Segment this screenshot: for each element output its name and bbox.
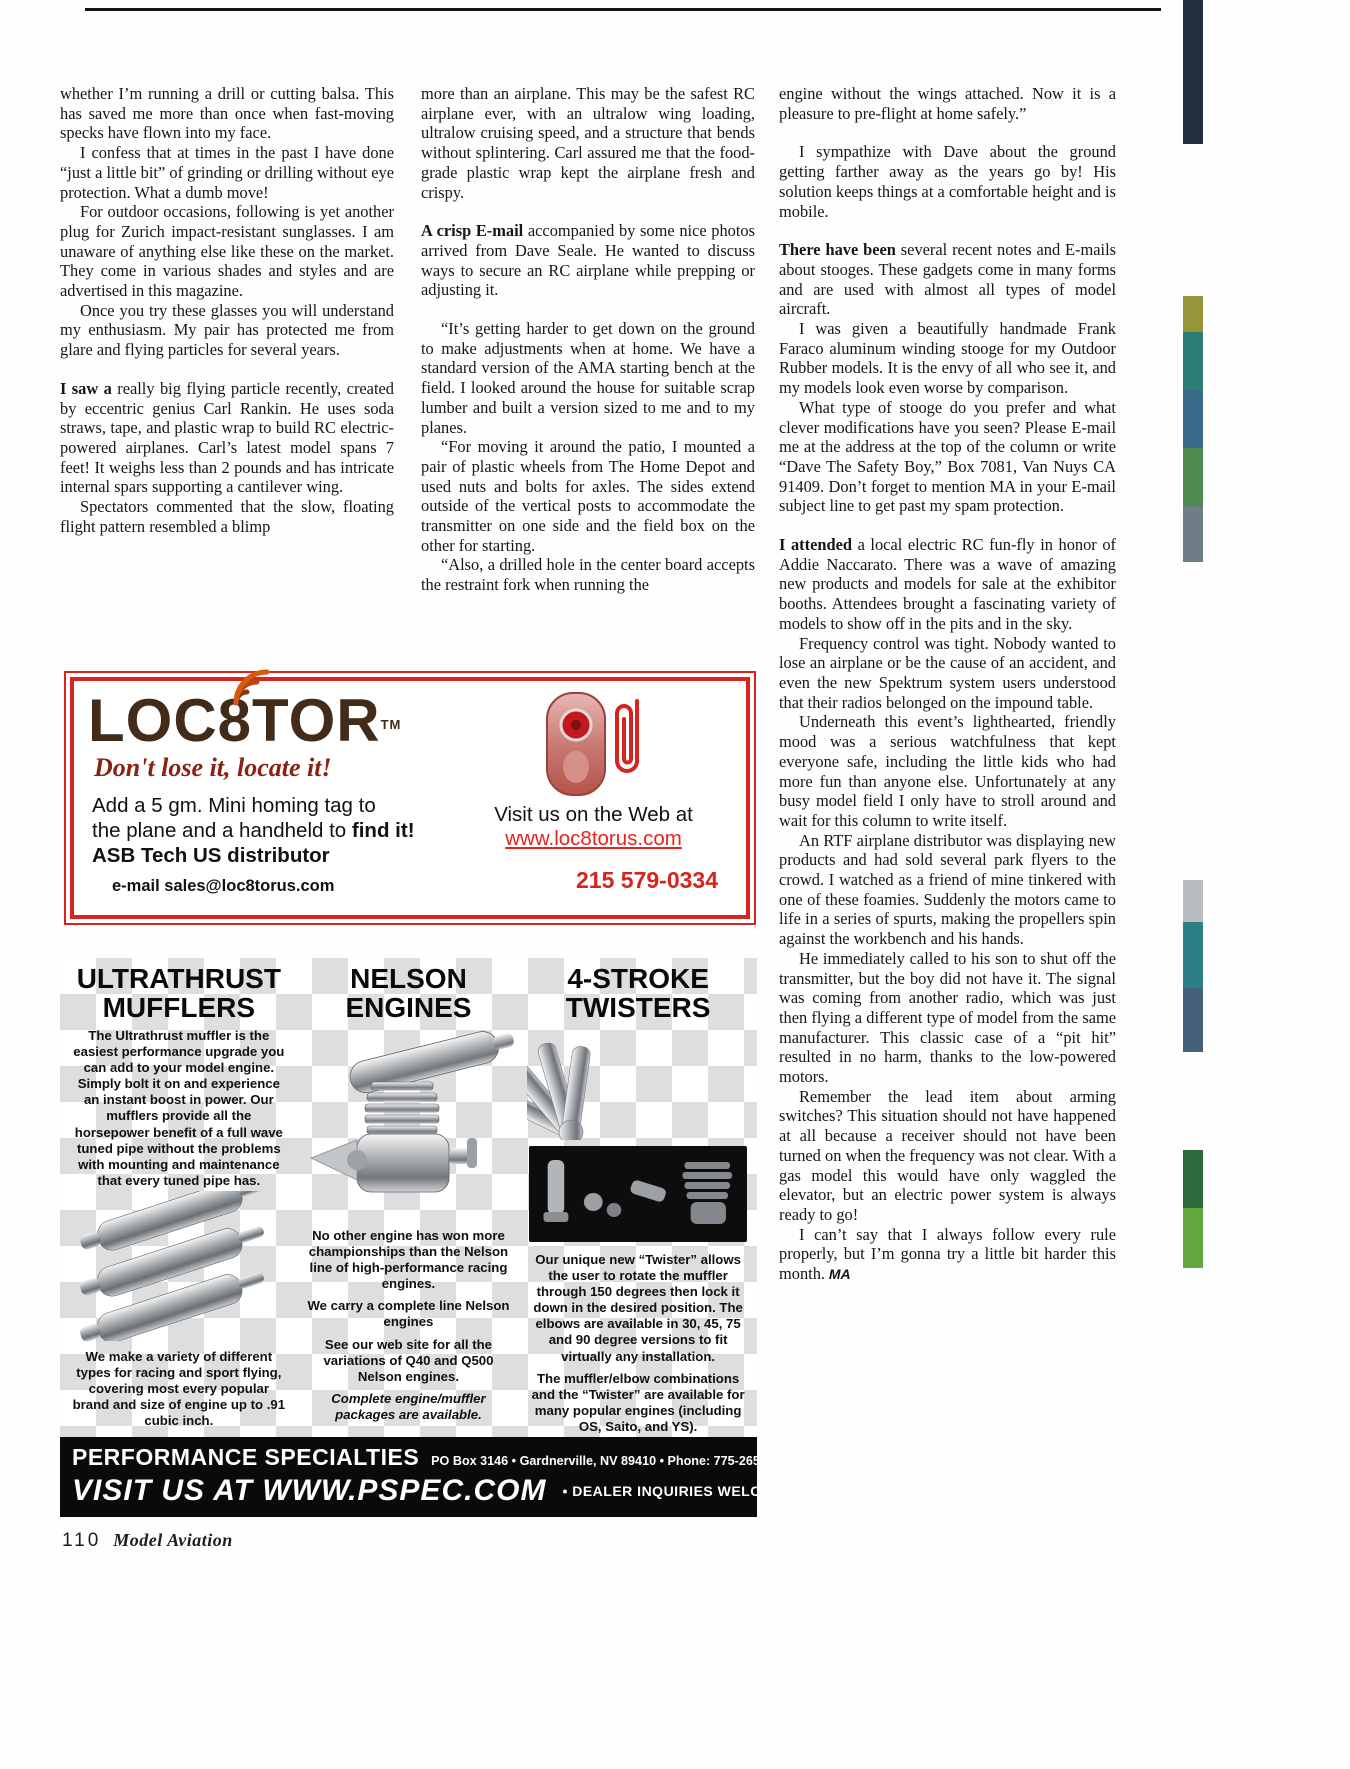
nelson-title-line2: ENGINES — [345, 992, 472, 1023]
article-paragraph: “Also, a drilled hole in the center board accepts the restraint fork when running the — [421, 555, 755, 595]
page-edge-stripe — [1183, 1208, 1203, 1268]
twisters-body-2: The muffler/elbow combinations and the “Twister” are available for many popular engines (including OS, Saito, and YS). — [531, 1370, 745, 1434]
loc8tor-ad — [64, 671, 756, 925]
twisters-title-line2: TWISTERS — [565, 992, 711, 1023]
ultrathrust-body-1: The Ultrathrust muffler is the easiest performance upgrade you can add to your model engine. Simply bolt it on and experience an instant boost in power. Our mufflers provide all the horsepower benefit of a full wave tuned pipe without the problems with mounting and maintenance that every tuned pipe has. — [73, 1028, 285, 1188]
page-number: 110 — [62, 1530, 102, 1551]
nelson-title — [345, 964, 471, 1022]
article-paragraph: An RTF airplane distributor was displaying new products and had sold several park flyers to the crowd. I watched as a friend of mine tinkered with one of these foamies. Suddenly the motors came to life in a series of spurts, making the propellers spin against the workbench and his hands. — [779, 830, 1116, 949]
loc8tor-web-label: Visit us on the Web at — [494, 803, 693, 826]
loc8tor-tagline: Don't lose it, locate it! — [94, 753, 332, 782]
article-paragraph: Underneath this event’s lighthearted, friendly mood was a serious watchfulness that kept everyone safe, including the little kids who had more fun than anyone else. Unfortunately at any busy model field I only have to stroll around and wait for this column to write itself. — [779, 712, 1116, 830]
pspec-footer-bar — [60, 1437, 912, 1517]
twisters-title — [566, 964, 711, 1022]
pspec-web-link[interactable]: VISIT US AT WWW.PSPEC.COM — [72, 1474, 547, 1508]
article-paragraph: whether I’m running a drill or cutting balsa. This has saved me more than once when fast-moving specks have flown into my face. — [60, 84, 394, 143]
twisters-body-1: Our unique new “Twister” allows the user to rotate the muffler through 150 degrees then lock it down in the desired position. The elbows are available in 30, 45, 75 and 90 degree versions to fit virtually any installation. — [533, 1252, 743, 1364]
article-paragraph: I sympathize with Dave about the ground getting farther away as the years go by! His solution keeps things at a comfortable height and is mobile. — [779, 142, 1116, 221]
pspec-column-mufflers — [64, 964, 294, 1435]
top-rule — [85, 8, 1161, 11]
article-column-3 — [779, 84, 1116, 1285]
nelson-body-1: No other engine has won more championships than the Nelson line of high-performance racing engines. — [308, 1228, 509, 1292]
ultrathrust-body-2: We make a variety of different types for racing and sport flying, covering most every popular brand and size of engine up to .91 cubic inch. — [72, 1348, 286, 1429]
pspec-ad-body — [60, 958, 757, 1437]
muffler-photo — [68, 1191, 290, 1341]
pspec-dealer-note: • DEALER INQUIRIES WELCOME! — [562, 1483, 800, 1500]
nelson-title-line1: NELSON — [350, 963, 467, 994]
loc8tor-ad-right — [455, 689, 732, 905]
page-edge-stripe — [1183, 1150, 1203, 1208]
nelson-body-4: Complete engine/muffler packages are available. — [331, 1390, 486, 1422]
paperclip-icon — [617, 701, 637, 771]
twister-parts-photo — [529, 1146, 747, 1242]
article-paragraph: I attended a local electric RC fun-fly in honor of Addie Naccarato. There was a wave of amazing new products and models for sale at the exhibitor booths. Attendees brought a fascinating variety of models to show off in the pits and in the sky. — [779, 535, 1116, 633]
twisters-title-line1: 4-STROKE — [567, 963, 709, 994]
pspec-footer-row-1 — [72, 1444, 912, 1471]
loc8tor-logo — [88, 689, 455, 753]
loc8tor-phone: 215 579-0334 — [576, 867, 718, 893]
loc8tor-web-link[interactable]: www.loc8torus.com — [505, 827, 682, 850]
article-paragraph: I confess that at times in the past I have done “just a little bit” of grinding or drilling without eye protection. What a dumb move! — [60, 143, 394, 202]
page-edge-stripe — [1183, 988, 1203, 1052]
paragraph-lead-in: There have been — [779, 240, 901, 260]
loc8tor-pitch-line-2-text: the plane and a handheld to — [92, 819, 352, 842]
article-paragraph: What type of stooge do you prefer and what clever modifications have you seen? Please E-mail me at the address at the top of the column or write “Dave The Safety Boy,” Box 7081, Van Nuys CA 91409. Don’t forget to mention MA in your E-mail subject line to get past my spam protection. — [779, 397, 1116, 516]
article-column-1 — [60, 84, 394, 536]
loc8tor-logo-loc: LOC — [88, 687, 218, 754]
page-edge-stripe — [1183, 390, 1203, 448]
loc8tor-logo-eight — [218, 689, 252, 753]
article-paragraph: “It’s getting harder to get down on the ground to make adjustments when at home. We have a standard version of the AMA starting bench at the field. I looked around the house for suitable scrap lumber and built a version sized to me and to my planes. — [421, 319, 755, 437]
article-paragraph: “For moving it around the patio, I mounted a pair of plastic wheels from The Home Depot and used nuts and bolts for axles. The sides extend outside of the vertical posts to accommodate the transmitter on one side and the field box on the other for starting. — [421, 437, 755, 555]
article-paragraph: Frequency control was tight. Nobody wanted to lose an airplane or be the cause of an accident, and even the new Spektrum system users understood that their radios belonged on the impound table. — [779, 633, 1116, 712]
ultrathrust-title-line1: ULTRATHRUST — [76, 963, 281, 994]
magazine-title: Model Aviation — [113, 1530, 233, 1550]
loc8tor-tm-mark: TM — [380, 717, 402, 732]
page-footer — [62, 1530, 233, 1552]
article-paragraph: I can’t say that I always follow every rule properly, but I’m gonna try a little bit harder this month. MA — [779, 1224, 1116, 1284]
article-paragraph: There have been several recent notes and E-mails about stooges. These gadgets come in many forms and are used with almost all types of model aircraft. — [779, 240, 1117, 319]
loc8tor-find-it: find it! — [351, 819, 415, 842]
pspec-company-name: PERFORMANCE SPECIALTIES — [72, 1444, 420, 1471]
article-paragraph: I saw a really big flying particle recently, created by eccentric genius Carl Rankin. He uses soda straws, tape, and plastic wrap to build RC electric-powered airplanes. Carl’s latest model spans 7 feet! It weighs less than 2 pounds and has intricate internal spars supporting a cantilever wing. — [60, 378, 394, 497]
article-paragraph: A crisp E-mail accompanied by some nice photos arrived from Dave Seale. He wanted to discuss ways to secure an RC airplane while prepping or adjusting it. — [421, 221, 755, 300]
page-edge-stripe — [1183, 880, 1203, 922]
pspec-footer-row-2 — [72, 1474, 800, 1508]
ultrathrust-title-line2: MUFFLERS — [102, 992, 256, 1023]
page-edge-stripe — [1183, 506, 1203, 562]
article-paragraph: I was given a beautifully handmade Frank Faraco aluminum winding stooge for my Outdoor Rubber models. It is the envy of all who see it, and my models look even worse by comparison. — [779, 319, 1116, 398]
article-paragraph: He immediately called to his son to shut off the transmitter, but the boy did not have it. The signal was coming from another radio, which was just then flying a different type of model from the same manufacturer. This classic case of a “pit hit” resulted in no harm, thanks to the low-powered motors. — [779, 948, 1116, 1087]
article-paragraph: Spectators commented that the slow, floating flight pattern resembled a blimp — [60, 497, 394, 536]
signal-arcs-icon — [230, 665, 284, 707]
loc8tor-ad-left — [88, 689, 455, 905]
ultrathrust-title — [77, 964, 281, 1022]
nelson-engine-photo — [297, 1024, 519, 1220]
article-paragraph: engine without the wings attached. Now it is a pleasure to pre-flight at home safely.” — [779, 84, 1116, 123]
homing-tag-image — [519, 689, 669, 801]
loc8tor-pitch-line-1: Add a 5 gm. Mini homing tag to — [92, 794, 376, 817]
loc8tor-logo-tor: TOR — [252, 687, 381, 754]
article-paragraph: Once you try these glasses you will understand my enthusiasm. My pair has protected me from glare and flying particles for several years. — [60, 300, 394, 360]
twister-photo — [527, 1024, 749, 1140]
page-edge-stripe — [1183, 296, 1203, 332]
performance-specialties-ad — [60, 958, 912, 1508]
pspec-address: PO Box 3146 • Gardnerville, NV 89410 • Phone: 775-265-7523 • Fax: 775-265-7522 — [431, 1454, 912, 1469]
loc8tor-ad-inner — [70, 677, 750, 919]
page-edge-stripe — [1183, 0, 1203, 144]
loc8tor-logo-eight-glyph: 8 — [217, 687, 253, 754]
pspec-column-twisters — [523, 964, 753, 1435]
article-paragraph: Remember the lead item about arming switches? This situation should not have happened at all because a receiver should not have been turned on when the frequency was not clear. With a gas model this would have only waggled the elevator, but an electric power system is always ready to go! — [779, 1086, 1116, 1224]
article-paragraph: more than an airplane. This may be the safest RC airplane ever, with an ultralow wing loading, ultralow cruising speed, and a structure that bends without splintering. Carl assured me that the food-grade plastic wrap kept the airplane fresh and crispy. — [421, 84, 755, 202]
loc8tor-distributor: ASB Tech US distributor — [92, 844, 330, 867]
loc8tor-email-link[interactable]: e-mail sales@loc8torus.com — [112, 877, 335, 895]
pspec-column-nelson — [294, 964, 524, 1435]
nelson-body-2: We carry a complete line Nelson engines — [307, 1298, 510, 1330]
paragraph-lead-in: A crisp E-mail — [421, 221, 528, 241]
article-column-2 — [421, 84, 755, 595]
article-paragraph: For outdoor occasions, following is yet another plug for Zurich impact-resistant sunglasses. I am unaware of anything else like these on the market. They come in various shades and styles and are advertised in this magazine. — [60, 202, 394, 301]
paragraph-lead-in: I attended — [779, 535, 858, 555]
nelson-body-3: See our web site for all the variations of Q40 and Q500 Nelson engines. — [323, 1336, 494, 1384]
article-end-mark: MA — [825, 1266, 851, 1283]
paragraph-lead-in: I saw a — [60, 378, 118, 398]
page-edge-stripe — [1183, 332, 1203, 390]
page-edge-stripe — [1183, 448, 1203, 506]
page-edge-stripe — [1183, 922, 1203, 988]
loc8tor-pitch-line-2 — [92, 818, 455, 843]
